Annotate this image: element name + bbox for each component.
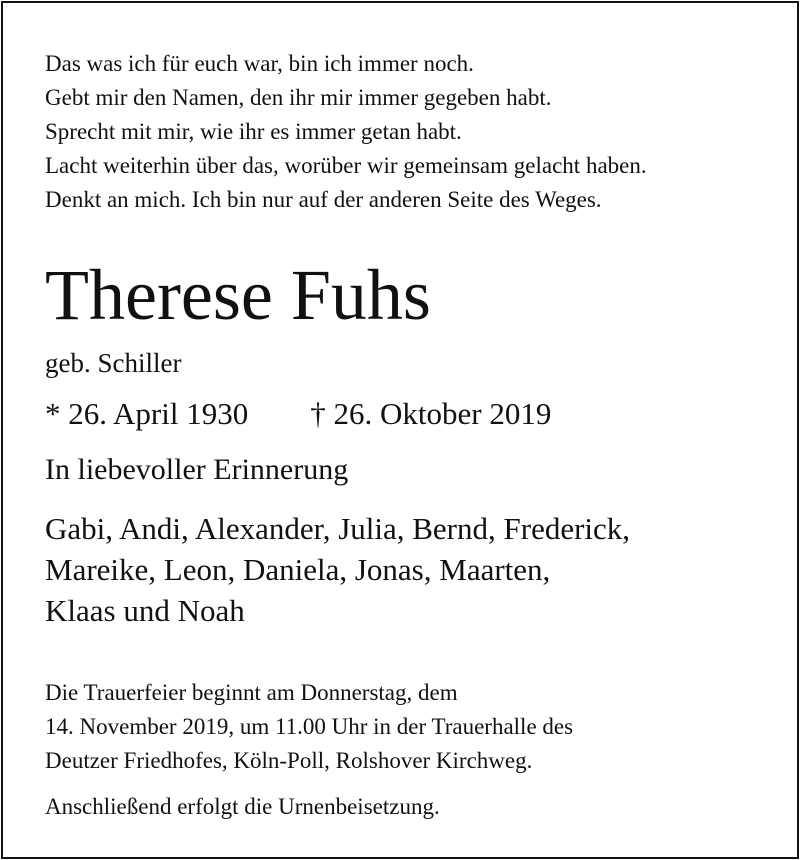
- family-names: [45, 508, 630, 631]
- life-dates: [45, 396, 551, 432]
- service-info: [45, 676, 573, 778]
- service-line: Die Trauerfeier beginnt am Donnerstag, dem: [45, 680, 458, 705]
- family-line: Mareike, Leon, Daniela, Jonas, Maarten,: [45, 552, 551, 587]
- poem-line: Gebt mir den Namen, den ihr mir immer gegeben habt.: [45, 85, 552, 110]
- poem-line: Denkt an mich. Ich bin nur auf der anderen Seite des Weges.: [45, 187, 602, 212]
- poem-line: Lacht weiterhin über das, worüber wir gemeinsam gelacht haben.: [45, 153, 647, 178]
- poem: [45, 47, 647, 217]
- burial-info: Anschließend erfolgt die Urnenbeisetzung.: [45, 794, 440, 819]
- poem-line: Sprecht mit mir, wie ihr es immer getan habt.: [45, 119, 462, 144]
- service-line: 14. November 2019, um 11.00 Uhr in der Trauerhalle des: [45, 714, 574, 739]
- birth-date: * 26. April 1930: [45, 396, 249, 431]
- death-date: † 26. Oktober 2019: [310, 396, 552, 431]
- birth-name: geb. Schiller: [45, 348, 182, 378]
- memorial-line: In liebevoller Erinnerung: [45, 453, 349, 486]
- family-line: Klaas und Noah: [45, 593, 245, 628]
- deceased-name: Therese Fuhs: [45, 255, 431, 335]
- family-line: Gabi, Andi, Alexander, Julia, Bernd, Frederick,: [45, 511, 631, 546]
- service-line: Deutzer Friedhofes, Köln-Poll, Rolshover Kirchweg.: [45, 748, 533, 773]
- poem-line: Das was ich für euch war, bin ich immer noch.: [45, 51, 474, 76]
- obituary-notice: [1, 1, 799, 859]
